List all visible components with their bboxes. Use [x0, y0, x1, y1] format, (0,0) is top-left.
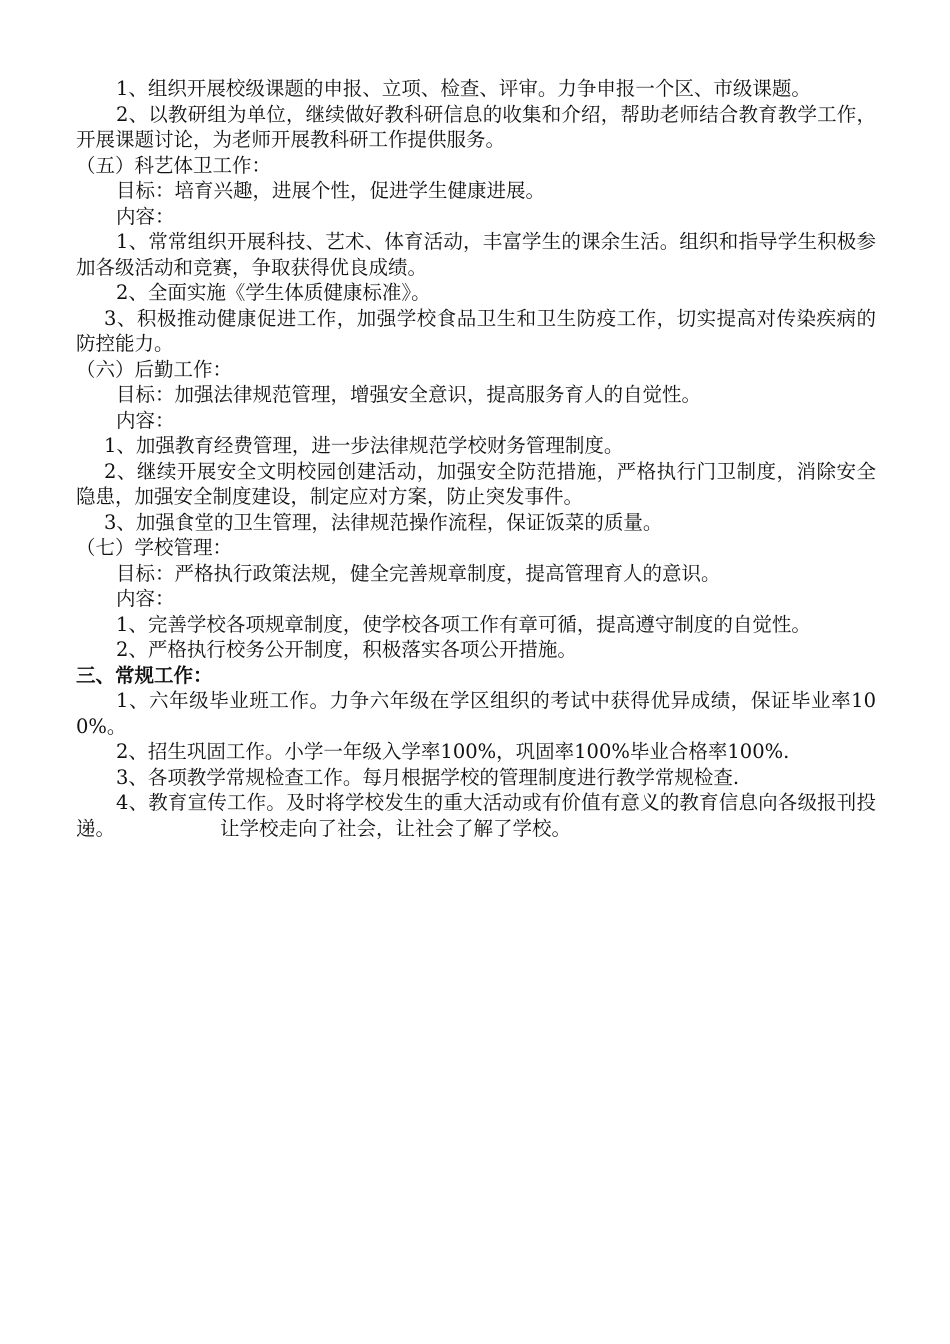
paragraph-item: 3、各项教学常规检查工作。每月根据学校的管理制度进行教学常规检查. [116, 765, 740, 789]
section-heading-school-management: （七）学校管理： [76, 536, 233, 559]
paragraph-item: 3、积极推动健康促进工作，加强学校食品卫生和卫生防疫工作，切实提高对传染疾病的防控能力。 [76, 306, 876, 355]
publicity-text: 4、教育宣传工作。及时将学校发生的重大活动或有价值有意义的教育信息向各级报刊投递。 [76, 791, 876, 840]
paragraph-content-label: 内容： [116, 204, 175, 228]
paragraph-content-label: 内容： [116, 587, 175, 610]
paragraph-goal: 目标：严格执行政策法规，健全完善规章制度，提高管理育人的意识。 [116, 561, 721, 585]
paragraph-item-publicity [76, 790, 876, 841]
paragraph-research-1: 1、组织开展校级课题的申报、立项、检查、评审。力争申报一个区、市级课题。 [116, 77, 811, 100]
paragraph-item: 2、全面实施《学生体质健康标准》。 [116, 281, 431, 304]
section-heading-sci-art-sports: （五）科艺体卫工作： [76, 153, 272, 177]
paragraph-goal: 目标：加强法律规范管理，增强安全意识，提高服务育人的自觉性。 [116, 383, 702, 406]
paragraph-item: 1、常常组织开展科技、艺术、体育活动，丰富学生的课余生活。组织和指导学生积极参加各级活动和竞赛，争取获得优良成绩。 [76, 230, 876, 279]
document-body [76, 76, 876, 841]
paragraph-item: 1、六年级毕业班工作。力争六年级在学区组织的考试中获得优异成绩，保证毕业率100%。 [76, 689, 876, 738]
paragraph-item: 2、继续开展安全文明校园创建活动，加强安全防范措施，严格执行门卫制度，消除安全隐患，加强安全制度建设，制定应对方案，防止突发事件。 [76, 459, 876, 508]
section-heading-logistics: （六）后勤工作： [76, 357, 233, 381]
paragraph-goal: 目标：培育兴趣，进展个性，促进学生健康进展。 [116, 179, 546, 202]
paragraph-item: 2、严格执行校务公开制度，积极落实各项公开措施。 [116, 638, 577, 661]
paragraph-item: 2、招生巩固工作。小学一年级入学率100%，巩固率100%毕业合格率100%. [116, 740, 790, 763]
paragraph-item: 3、加强食堂的卫生管理，法律规范操作流程，保证饭菜的质量。 [104, 510, 663, 534]
paragraph-item: 1、完善学校各项规章制度，使学校各项工作有章可循，提高遵守制度的自觉性。 [116, 612, 811, 636]
section-heading-routine-work: 三、常规工作： [76, 663, 213, 687]
paragraph-item: 1、加强教育经费管理，进一步法律规范学校财务管理制度。 [104, 434, 624, 457]
paragraph-research-2: 2、以教研组为单位，继续做好教科研信息的收集和介绍，帮助老师结合教育教学工作，开展课题讨论，为老师开展教科研工作提供服务。 [76, 102, 876, 151]
publicity-text-ending: 让学校走向了社会，让社会了解了学校。 [220, 816, 572, 840]
paragraph-content-label: 内容： [116, 408, 175, 432]
